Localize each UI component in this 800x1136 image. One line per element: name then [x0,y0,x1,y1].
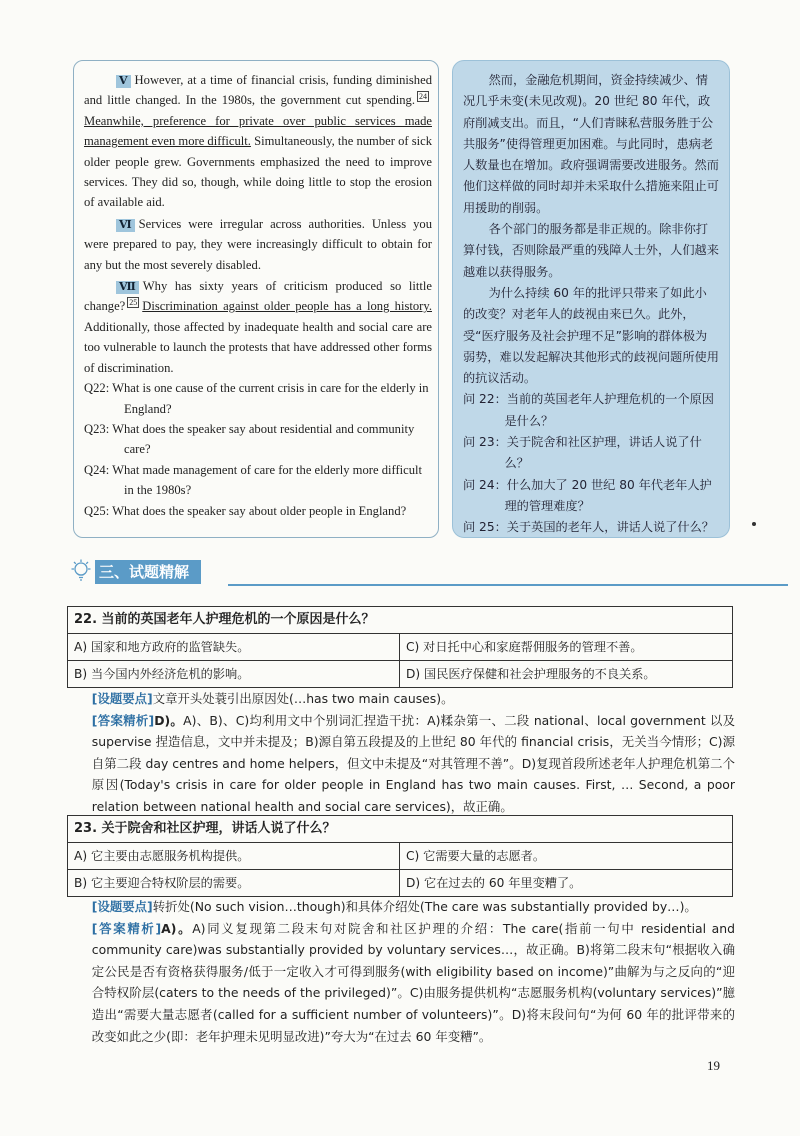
answer-label: [答案精析] [91,712,155,728]
option-row [68,634,732,660]
answer-label: [答案精析] [91,920,162,936]
question-title: 23. 关于院舍和社区护理，讲话人说了什么？ [68,816,732,843]
answer-analysis [67,918,735,1048]
translation-question-22: 问 22：当前的英国老年人护理危机的一个原因是什么？ [463,392,714,428]
design-point-label: [设题要点] [91,691,153,706]
transcript-paragraph-5 [84,70,432,213]
question-23-analysis [67,896,735,1047]
design-point [67,688,735,710]
paragraph-text: Why has sixty years of criticism produced so little change? [84,279,432,314]
lightbulb-icon [68,558,94,584]
answer-analysis [67,710,735,818]
answer-text: A)同义复现第二段末句对院舍和社区护理的介绍：The care(指前一句中 residential and community care)was substantially provided by voluntary services…，故正确。B)将第二段末句“根据收入确定公民是否有资格获得服务/低于一定收入才可得到服务(with eligibility based on income)”曲解为与之反向的“迎合特权阶层(caters to the needs of the privileged)”。C)由服务提供机构“志愿服务机构(voluntary services)”臆造出“需要大量志愿者(called for a sufficient number of volunteers)”。D)将末段问句“为何 60 年的批评带来的改变如此之少(即：老年护理未见明显改进)”夸大为“在过去 60 年变糟”。 [91,920,735,1044]
option-b: B) 它主要迎合特权阶层的需要。 [68,870,400,896]
translation-panel [452,60,730,538]
question-22-analysis [67,688,735,818]
paragraph-text: Services were irregular across authorities. Unless you were prepared to pay, they were increasingly difficult to obtain for any but the most severely disabled. [84,216,432,272]
translation-question-25: 问 25：关于英国的老年人，讲话人说了什么？ [463,520,714,535]
design-point-label: [设题要点] [91,899,153,914]
underlined-answer: Meanwhile, preference for private over public services made management even more difficult. [84,113,432,149]
question-23-table [67,815,733,897]
translation-question-24: 问 24：什么加大了 20 世纪 80 年代老年人护理的管理难度？ [463,477,712,513]
transcript-panel [73,60,439,538]
question-q22: Q22: What is one cause of the current crisis in care for the elderly in England? [84,381,429,416]
paragraph-text: However, at a time of financial crisis, funding diminished and little changed. In the 1980s, the government cut spending. [84,73,432,108]
paragraph-numeral: Ⅶ [116,281,139,294]
transcript-paragraph-6 [84,214,432,275]
design-point-text: 转折处(No such vision…though)和具体介绍处(The care was substantially provided by…)。 [152,899,697,914]
answer-key: D)。 [154,712,184,728]
option-row [68,843,732,869]
question-marker: 24 [419,92,427,102]
page-number: 19 [707,1058,720,1073]
section-heading [68,558,748,586]
translation-paragraph-7: 为什么持续 60 年的批评只带来了如此小的改变？对老年人的歧视由来已久。此外，受“医疗服务及社会护理不足”影响的群体极为弱势，难以发起解决其他形式的歧视问题所使用的抗议活动。 [463,285,719,386]
design-point [67,896,735,918]
question-22-table [67,606,733,688]
question-q23: Q23: What does the speaker say about residential and community care? [84,421,415,457]
paragraph-text: Additionally, those affected by inadequate health and social care are too vulnerable to launch the protests that have addressed other forms of discrimination. [84,319,432,375]
question-q25: Q25: What does the speaker say about older people in England? [84,503,407,518]
underlined-answer: Discrimination against older people has a long history. [142,299,432,314]
design-point-text: 文章开头处蓑引出原因处(…has two main causes)。 [152,691,454,706]
option-c: C) 它需要大量的志愿者。 [406,849,546,863]
option-a: A) 它主要由志愿服务机构提供。 [68,843,400,869]
answer-text: A)、B)、C)均利用文中个别词汇捏造干扰：A)糅杂第一、二段 national、local government 以及 supervise 捏造信息，文中并未提及；B)源自第五段提及的上世纪 80 年代的 financial crisis，无关当今情形；C)源自第二段 day centres and home helpers，但文中未提及“对其管理不善”。D)复现首段所述老年人护理危机第二个原因(Today's crisis in care for older people in England has two main causes. First, … Second, a poor relation between national health and social care services)，故正确。 [91,712,735,814]
option-b: B) 当今国内外经济危机的影响。 [68,661,400,687]
option-c: C) 对日托中心和家庭帮佣服务的管理不善。 [406,640,643,654]
paragraph-numeral: Ⅵ [116,219,135,232]
paragraph-numeral: Ⅴ [116,75,131,88]
section-divider [228,584,788,586]
decorative-dot [752,522,756,526]
translation-paragraph-5: 然而，金融危机期间，资金持续减少、情况几乎未变(未见改观)。20 世纪 80 年代，政府削减支出。而且，“人们青睐私营服务胜于公共服务”使得管理更加困难。与此同时，患病老人数量也在增加。政府强调需要改进服务。然而他们这样做的同时却并未采取什么措施来阻止可用援助的削弱。 [463,73,719,215]
option-d: D) 国民医疗保健和社会护理服务的不良关系。 [406,667,656,681]
transcript-paragraph-7 [84,276,432,378]
question-title: 22. 当前的英国老年人护理危机的一个原因是什么？ [68,607,732,634]
translation-paragraph-6: 各个部门的服务都是非正规的。除非你打算付钱，否则除最严重的残障人士外，人们越来越难以获得服务。 [463,222,719,279]
question-marker: 25 [129,298,138,308]
answer-key: A)。 [161,920,193,936]
option-a: A) 国家和地方政府的监管缺失。 [68,634,400,660]
option-d: D) 它在过去的 60 年里变糟了。 [406,876,582,890]
translation-question-23: 问 23：关于院舍和社区护理，讲话人说了什么？ [463,435,702,471]
question-q24: Q24: What made management of care for the elderly more difficult in the 1980s? [84,462,423,498]
paragraph-text: Simultaneously, the number of sick older people grew. Governments emphasized the need to improve services. They did so, though, while doing little to stop the erosion of available aid. [84,134,433,210]
section-title: 三、试题精解 [95,560,201,584]
option-row [68,869,732,896]
option-row [68,660,732,687]
